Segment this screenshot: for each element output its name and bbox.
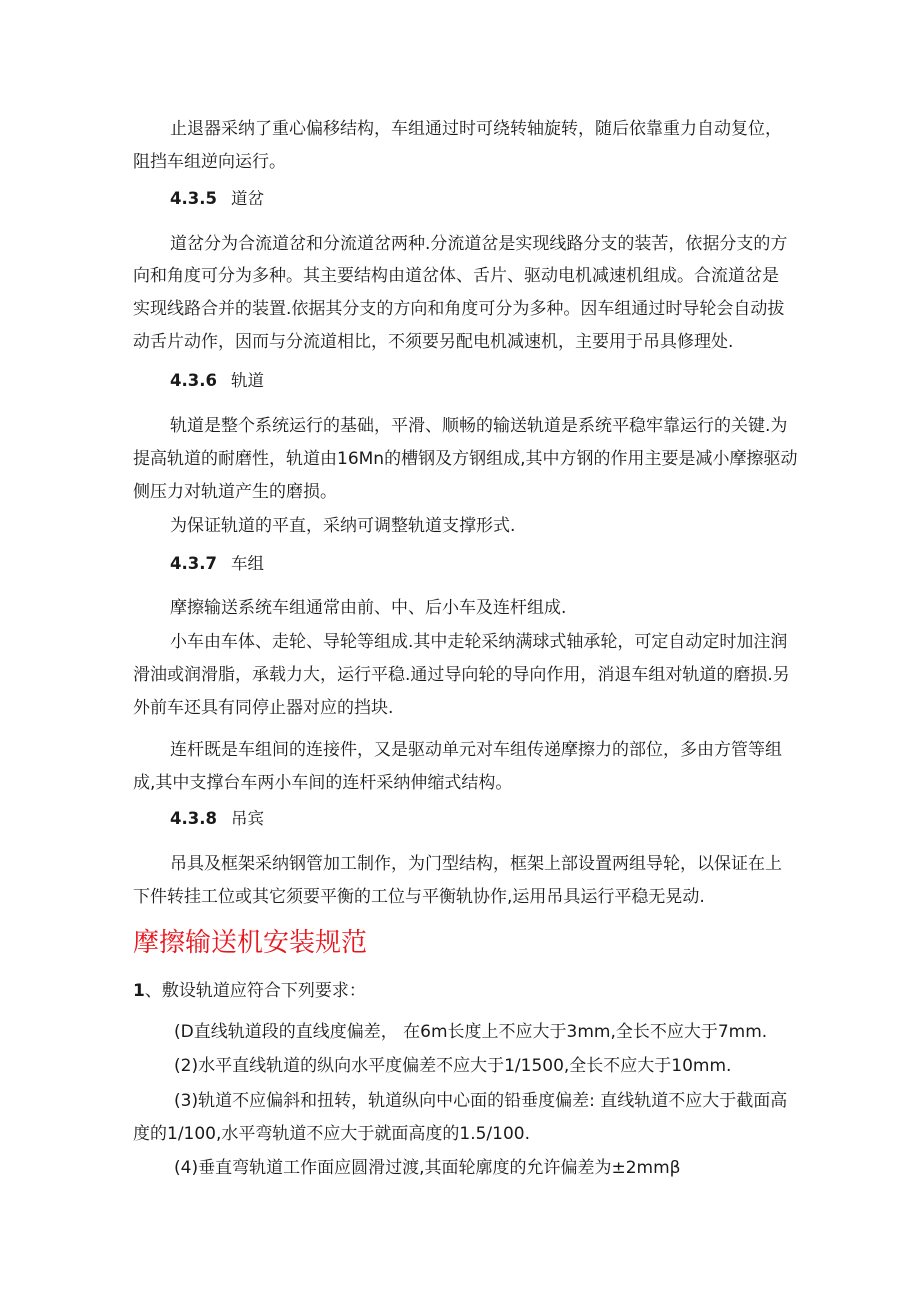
- list-heading: [133, 980, 366, 1002]
- paragraph-line: 为保证轨道的平直，采纳可调整轨道支撑形式.: [170, 516, 516, 536]
- paragraph-line: 吊具及框架采纳钢管加工制作，为门型结构，框架上部设置两组导轮，以保证在上: [170, 854, 782, 874]
- list-number: 1: [133, 981, 145, 1001]
- paragraph-line: 连杆既是车组间的连接件，又是驱动单元对车组传递摩擦力的部位，多由方管等组: [170, 740, 782, 760]
- section-heading-4-3-6: [170, 370, 264, 392]
- paragraph-line: 止退器采纳了重心偏移结构，车组通过时可绕转轴旋转，随后依靠重力自动复位，: [170, 119, 782, 139]
- paragraph-line: 轨道是整个系统运行的基础，平滑、顺畅的输送轨道是系统平稳牢靠运行的关键.为: [170, 416, 788, 436]
- section-title: 吊宾: [230, 809, 264, 828]
- list-item: 度的1/100,水平弯轨道不应大于就面高度的1.5/100.: [133, 1124, 531, 1144]
- section-heading-4-3-5: [170, 188, 264, 210]
- section-number: 4.3.8: [170, 809, 217, 828]
- section-title: 道岔: [230, 189, 264, 208]
- section-heading-4-3-7: [170, 553, 264, 575]
- section-title: 轨道: [230, 371, 264, 390]
- list-heading-text: 、敷设轨道应符合下列要求：: [144, 981, 366, 1001]
- paragraph-line: 动舌片动作，因而与分流道相比，不须要另配电机减速机，主要用于吊具修理处.: [133, 332, 734, 352]
- section-title-red: 摩擦输送机安装规范: [133, 928, 368, 958]
- paragraph-line: 向和角度可分为多种。其主要结构由道岔体、舌片、驱动电机减速机组成。合流道岔是: [133, 266, 779, 286]
- paragraph-line: 摩擦输送系统车组通常由前、中、后小车及连杆组成.: [170, 598, 567, 618]
- paragraph-line: 道岔分为合流道岔和分流道岔两种.分流道岔是实现线路分支的装苦，依据分支的方: [170, 234, 788, 254]
- paragraph-line: 侧压力对轨道产生的磨损。: [133, 482, 337, 502]
- section-number: 4.3.6: [170, 371, 217, 390]
- paragraph-line: 滑油或润滑脂，承载力大，运行平稳.通过导向轮的导向作用，消退车组对轨道的磨损.另: [133, 665, 790, 685]
- paragraph-line: 小车由车体、走轮、导轮等组成.其中走轮采纳满球式轴承轮，可定自动定时加注润: [170, 632, 788, 652]
- paragraph-line: 实现线路合并的装置.依据其分支的方向和角度可分为多种。因车组通过时导轮会自动拔: [133, 299, 785, 319]
- section-title: 车组: [230, 554, 264, 573]
- paragraph-line: 提高轨道的耐磨性，轨道由16Mn的槽钢及方钢组成,其中方钢的作用主要是减小摩擦驱动: [133, 449, 798, 469]
- list-item: (4)垂直弯轨道工作面应圆滑过渡,其面轮廓度的允许偏差为±2mmβ: [174, 1158, 681, 1178]
- section-number: 4.3.5: [170, 189, 217, 208]
- paragraph-line: 成,其中支撑台车两小车间的连杆采纳伸缩式结构。: [133, 773, 513, 793]
- paragraph-line: 阻挡车组逆向运行。: [133, 152, 286, 172]
- section-heading-4-3-8: [170, 808, 264, 830]
- paragraph-line: 外前车还具有同停止器对应的挡块.: [133, 698, 394, 718]
- list-item: (3)轨道不应偏斜和扭转，轨道纵向中心面的铅垂度偏差: 直线轨道不应大于截面高: [174, 1091, 788, 1111]
- list-item: (2)水平直线轨道的纵向水平度偏差不应大于1/1500,全长不应大于10mm.: [174, 1056, 732, 1076]
- list-item: (D直线轨道段的直线度偏差， 在6m长度上不应大于3mm,全长不应大于7mm.: [174, 1022, 768, 1042]
- paragraph-line: 下件转挂工位或其它须要平衡的工位与平衡轨协作,运用吊具运行平稳无晃动.: [133, 887, 705, 907]
- section-number: 4.3.7: [170, 554, 217, 573]
